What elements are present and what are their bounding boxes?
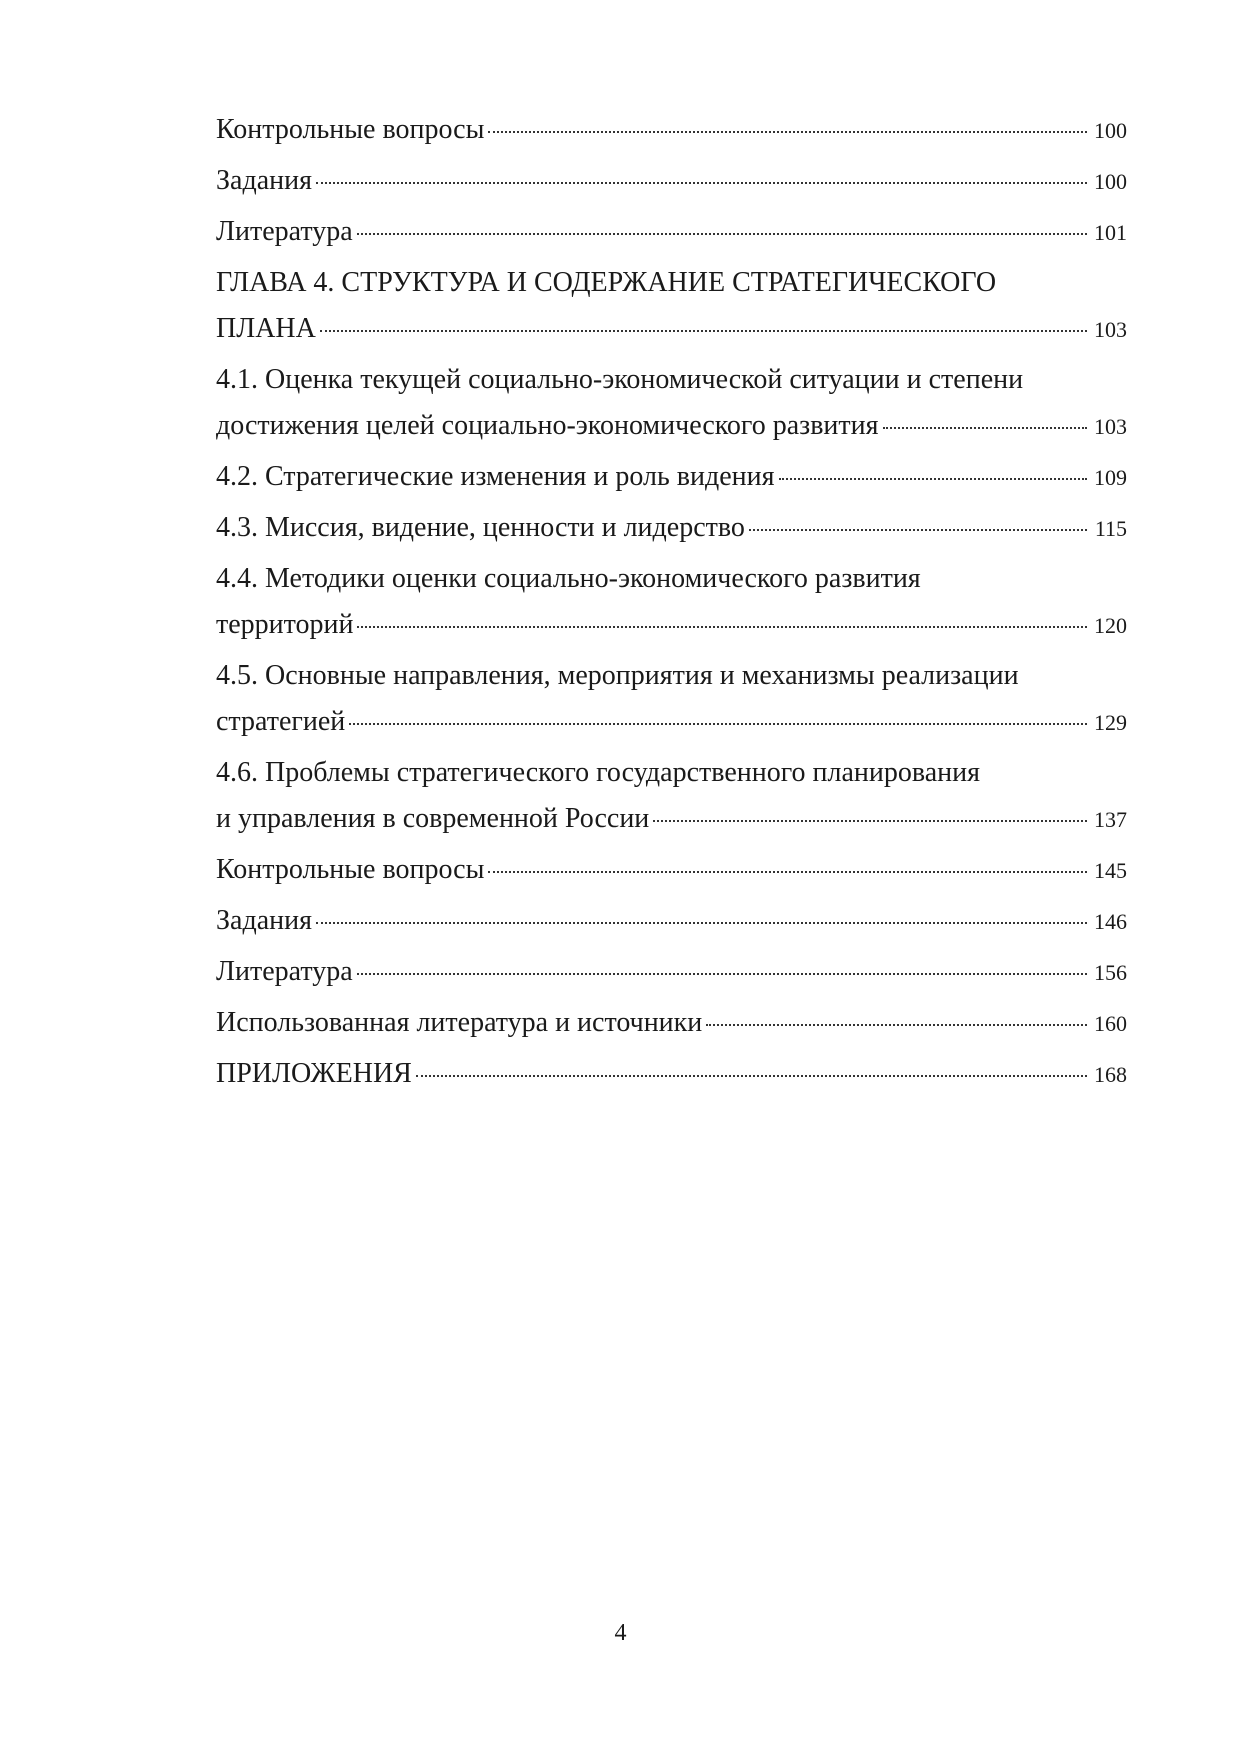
dot-leader [749,528,1087,531]
toc-entry-appendices[interactable] [216,1056,1127,1092]
toc-entry-title: 4.3. Миссия, видение, ценности и лидерство [216,512,745,543]
dot-leader [357,232,1087,235]
toc-entry-page: 101 [1094,220,1127,245]
toc-entry-title: Задания [216,905,312,936]
toc-entry-4-4[interactable] [216,561,1127,643]
dot-leader [779,477,1087,480]
toc-entry-page: 137 [1094,807,1127,832]
toc-entry-page: 109 [1094,465,1127,490]
toc-entry-title-line-2: стратегией [216,706,346,737]
dot-leader [653,819,1087,822]
toc-entry-control-questions-2[interactable] [216,852,1127,888]
dot-leader [357,625,1087,628]
toc-entry-title: Задания [216,165,312,196]
toc-entry-page: 145 [1094,858,1127,883]
toc-entry-title: Литература [216,956,353,987]
table-of-contents [216,112,1127,1107]
toc-entry-page: 100 [1094,118,1127,143]
dot-leader [706,1023,1087,1026]
toc-entry-title-line-1: 4.6. Проблемы стратегического государственного планирования [216,757,980,788]
dot-leader [488,130,1087,133]
toc-entry-title: Литература [216,216,353,247]
toc-entry-title-line-2: ПЛАНА [216,313,316,344]
toc-entry-used-literature[interactable] [216,1005,1127,1041]
toc-entry-literature[interactable] [216,214,1127,250]
dot-leader [357,972,1087,975]
toc-entry-title-line-1: 4.4. Методики оценки социально-экономического развития [216,563,921,594]
toc-entry-title-line-1: 4.5. Основные направления, мероприятия и механизмы реализации [216,660,1019,691]
toc-entry-page: 129 [1094,710,1127,735]
toc-entry-4-3[interactable] [216,510,1127,546]
toc-entry-title-line-2: территорий [216,609,354,640]
toc-entry-4-5[interactable] [216,658,1127,740]
toc-entry-title: Использованная литература и источники [216,1007,703,1038]
toc-entry-page: 160 [1094,1011,1127,1036]
toc-entry-title-line-2: достижения целей социально-экономического развития [216,410,879,441]
dot-leader [316,921,1087,924]
toc-entry-page: 168 [1094,1062,1127,1087]
toc-entry-title: Контрольные вопросы [216,114,485,145]
toc-entry-4-1[interactable] [216,362,1127,444]
toc-entry-title: 4.2. Стратегические изменения и роль видения [216,461,775,492]
dot-leader [488,870,1087,873]
page-number: 4 [614,1620,627,1646]
toc-entry-page: 103 [1094,317,1127,342]
toc-entry-page: 146 [1094,909,1127,934]
toc-entry-title-line-1: 4.1. Оценка текущей социально-экономической ситуации и степени [216,364,1024,395]
toc-entry-page: 156 [1094,960,1127,985]
toc-entry-4-2[interactable] [216,459,1127,495]
toc-entry-page: 120 [1094,613,1127,638]
toc-entry-page: 115 [1094,516,1127,541]
toc-entry-tasks-2[interactable] [216,903,1127,939]
dot-leader [349,722,1087,725]
toc-entry-page: 100 [1094,169,1127,194]
toc-entry-literature-2[interactable] [216,954,1127,990]
toc-entry-page: 103 [1094,414,1127,439]
dot-leader [416,1074,1087,1077]
toc-entry-chapter-4[interactable] [216,265,1127,347]
toc-entry-title: Контрольные вопросы [216,854,485,885]
dot-leader [320,329,1087,332]
toc-entry-tasks[interactable] [216,163,1127,199]
toc-entry-title-line-2: и управления в современной России [216,803,650,834]
dot-leader [883,426,1087,429]
toc-entry-title: ПРИЛОЖЕНИЯ [216,1058,412,1089]
dot-leader [316,181,1087,184]
toc-entry-control-questions[interactable] [216,112,1127,148]
toc-entry-title-line-1: ГЛАВА 4. СТРУКТУРА И СОДЕРЖАНИЕ СТРАТЕГИЧЕСКОГО [216,267,997,298]
toc-entry-4-6[interactable] [216,755,1127,837]
